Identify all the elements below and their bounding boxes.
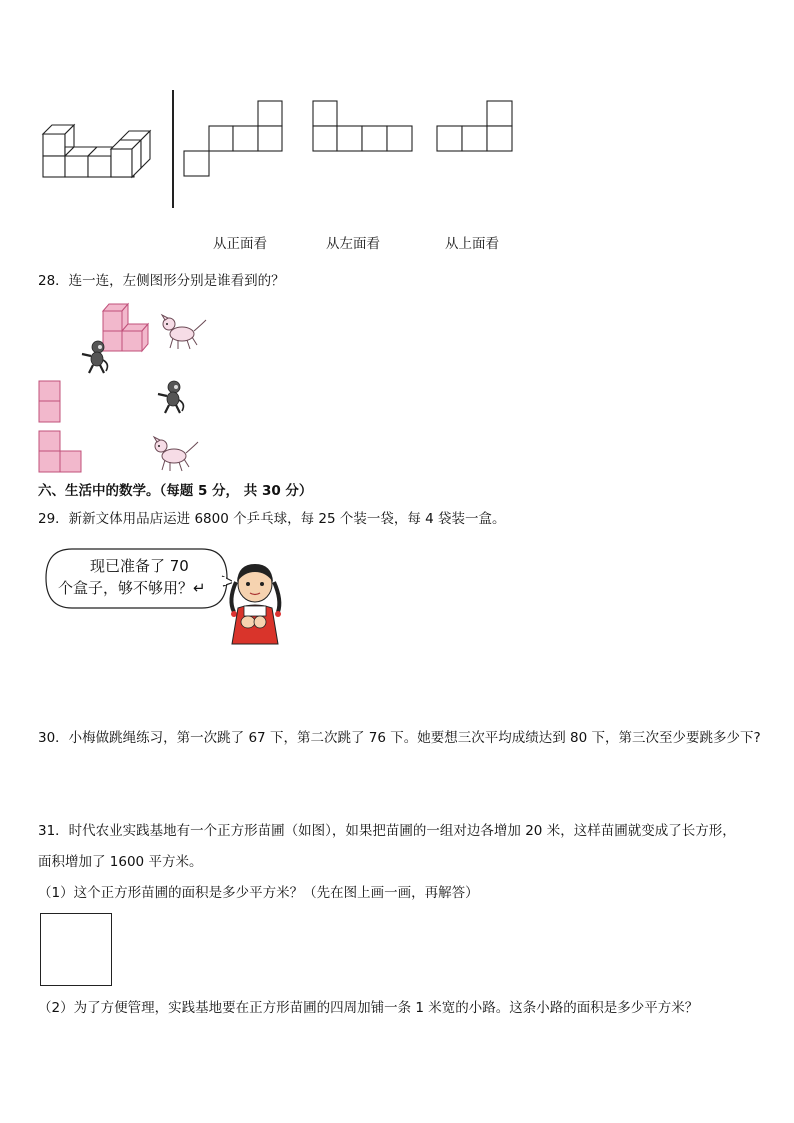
question-31-sub-2: （2）为了方便管理，实践基地要在正方形苗圃的四周加铺一条 1 米宽的小路。这条小路的面积是多少平方米？	[38, 1000, 699, 1016]
question-31-line-1: 31．时代农业实践基地有一个正方形苗圃（如图），如果把苗圃的一组对边各增加 20 米，这样苗圃就变成了长方形，	[38, 823, 736, 839]
dog-icon	[160, 312, 210, 352]
cube-arrangement-figure	[38, 88, 168, 183]
pink-l-shape-figure	[38, 430, 84, 474]
bubble-line-2: 个盒子，够不够用？↵	[58, 579, 206, 597]
label-front-view: 从正面看	[213, 236, 267, 252]
square-nursery-figure	[40, 913, 112, 986]
pink-column-figure	[38, 380, 62, 424]
label-left-view: 从左面看	[326, 236, 380, 252]
monkey-icon	[76, 338, 114, 376]
question-31-line-2: 面积增加了 1600 平方米。	[38, 854, 203, 870]
question-28: 28．连一连，左侧图形分别是谁看到的？	[38, 273, 285, 289]
question-29: 29．新新文体用品店运进 6800 个乒乓球，每 25 个装一袋，每 4 袋装一盒。	[38, 511, 506, 527]
front-view-figure	[182, 100, 284, 178]
section-6-title: 六、生活中的数学。（每题 5 分， 共 30 分）	[38, 483, 313, 499]
vertical-divider	[172, 90, 174, 208]
monkey-icon	[152, 378, 190, 416]
question-30: 30．小梅做跳绳练习，第一次跳了 67 下，第二次跳了 76 下。她要想三次平均成绩达到 80 下，第三次至少要跳多少下?	[38, 730, 761, 746]
left-view-figure	[312, 100, 416, 154]
label-top-view: 从上面看	[445, 236, 499, 252]
question-31-sub-1: （1）这个正方形苗圃的面积是多少平方米？（先在图上画一画，再解答）	[38, 885, 479, 901]
top-view-figure	[436, 100, 516, 154]
bubble-line-1: 现已准备了 70	[90, 557, 189, 575]
dog-icon	[152, 434, 202, 474]
girl-icon	[220, 560, 292, 648]
